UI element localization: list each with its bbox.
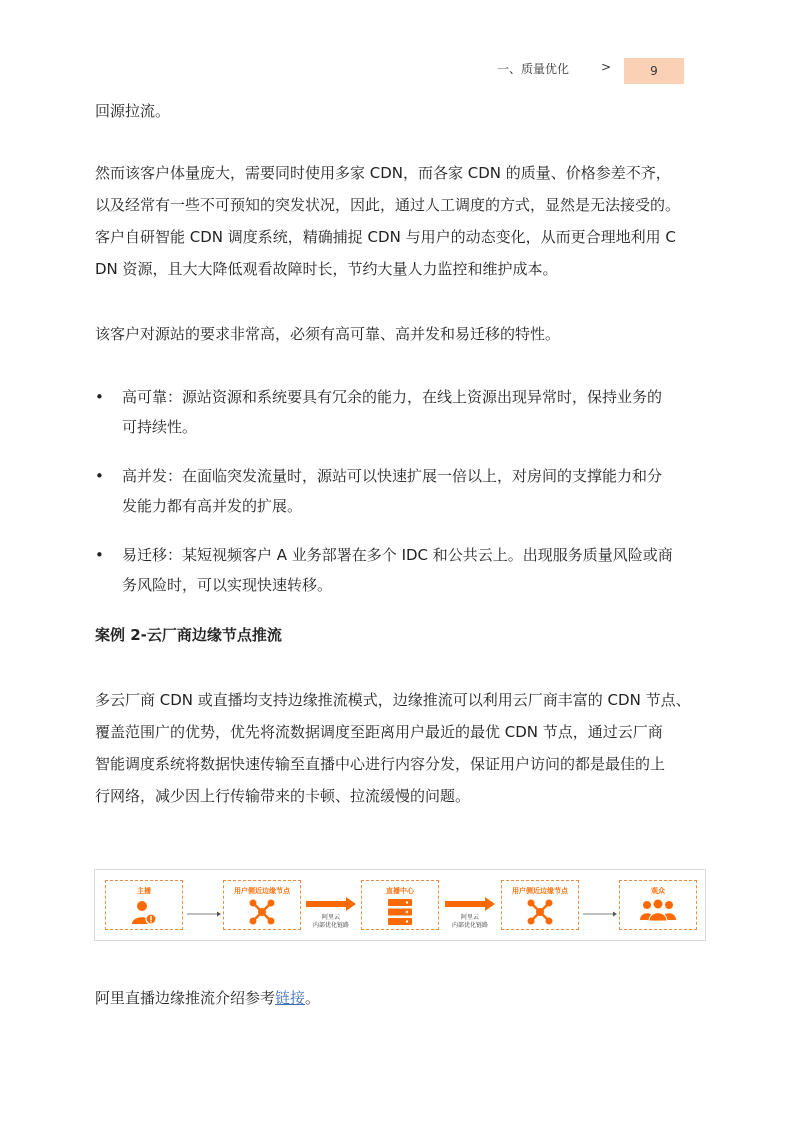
diagram-arrow-thick bbox=[445, 896, 495, 915]
bullet-line: 发能力都有高并发的扩展。 bbox=[122, 497, 303, 515]
diagram-box-label: 用户侧近边缘节点 bbox=[512, 887, 568, 895]
edge-node-icon bbox=[526, 898, 554, 930]
diagram-box-edge-node bbox=[223, 880, 301, 930]
bullet-marker: • bbox=[95, 546, 104, 564]
diagram-arrow-label bbox=[296, 914, 366, 930]
edge-push-flow-diagram bbox=[94, 869, 706, 941]
diagram-box-audience bbox=[619, 880, 697, 930]
streamer-icon bbox=[130, 898, 158, 930]
paragraph-2-line: 客户自研智能 CDN 调度系统，精确捕捉 CDN 与用户的动态变化，从而更合理地利用 C bbox=[95, 228, 676, 246]
diagram-box-label: 用户侧近边缘节点 bbox=[234, 887, 290, 895]
diagram-arrow-label bbox=[435, 914, 505, 930]
running-header-arrow: > bbox=[601, 60, 612, 74]
bullet-line: 高并发：在面临突发流量时，源站可以快速扩展一倍以上，对房间的支撑能力和分 bbox=[122, 467, 663, 485]
bullet-line: 可持续性。 bbox=[122, 418, 198, 436]
reference-suffix: 。 bbox=[305, 989, 321, 1007]
diagram-box-label: 观众 bbox=[651, 887, 665, 895]
paragraph-4-line: 多云厂商 CDN 或直播均支持边缘推流模式，边缘推流可以利用云厂商丰富的 CDN 节点、 bbox=[95, 691, 691, 709]
diagram-arrow-thin bbox=[187, 903, 221, 922]
bullet-line: 易迁移：某短视频客户 A 业务部署在多个 IDC 和公共云上。出现服务质量风险或商 bbox=[122, 546, 673, 564]
diagram-arrow-thin bbox=[583, 903, 617, 922]
paragraph-1: 回源拉流。 bbox=[95, 102, 171, 120]
diagram-box-label: 直播中心 bbox=[386, 887, 414, 895]
arrow-label-line: 阿里云 bbox=[460, 914, 479, 921]
bullet-line: 务风险时，可以实现快速转移。 bbox=[122, 576, 333, 594]
bullet-marker: • bbox=[95, 388, 104, 406]
paragraph-4-line: 智能调度系统将数据快速传输至直播中心进行内容分发，保证用户访问的都是最佳的上 bbox=[95, 755, 666, 773]
paragraph-2-line: 然而该客户体量庞大，需要同时使用多家 CDN，而各家 CDN 的质量、价格参差不齐， bbox=[95, 164, 671, 182]
arrow-label-line: 内部优化链路 bbox=[451, 922, 488, 929]
audience-icon bbox=[640, 898, 676, 926]
diagram-box-live-center bbox=[361, 880, 439, 930]
reference-paragraph bbox=[95, 982, 705, 1014]
arrow-label-line: 内部优化链路 bbox=[312, 922, 349, 929]
edge-node-icon bbox=[248, 898, 276, 930]
reference-text: 阿里直播边缘推流介绍参考 bbox=[95, 989, 276, 1007]
diagram-box-streamer bbox=[105, 880, 183, 930]
bullet-item-high-availability bbox=[122, 382, 702, 442]
diagram-box-edge-node bbox=[501, 880, 579, 930]
page-number: 9 bbox=[624, 58, 684, 84]
bullet-item-easy-migration bbox=[122, 540, 702, 600]
bullet-item-high-concurrency bbox=[122, 461, 702, 521]
paragraph-2-line: 以及经常有一些不可预知的突发状况，因此，通过人工调度的方式，显然是无法接受的。 bbox=[95, 196, 681, 214]
paragraph-3: 该客户对源站的要求非常高，必须有高可靠、高并发和易迁移的特性。 bbox=[95, 325, 561, 343]
paragraph-2 bbox=[95, 157, 705, 285]
arrow-label-line: 阿里云 bbox=[321, 914, 340, 921]
case-heading: 案例 2-云厂商边缘节点推流 bbox=[95, 626, 282, 644]
paragraph-4 bbox=[95, 684, 705, 812]
paragraph-4-line: 行网络，减少因上行传输带来的卡顿、拉流缓慢的问题。 bbox=[95, 787, 471, 805]
bullet-marker: • bbox=[95, 467, 104, 485]
paragraph-2-line: DN 资源，且大大降低观看故障时长，节约大量人力监控和维护成本。 bbox=[95, 260, 558, 278]
reference-link[interactable]: 链接 bbox=[275, 989, 306, 1007]
bullet-line: 高可靠：源站资源和系统要具有冗余的能力，在线上资源出现异常时，保持业务的 bbox=[122, 388, 663, 406]
running-header-section: 一、质量优化 bbox=[497, 62, 570, 76]
server-icon bbox=[387, 898, 413, 930]
diagram-box-label: 主播 bbox=[137, 887, 151, 895]
diagram-arrow-thick bbox=[306, 896, 356, 915]
paragraph-4-line: 覆盖范围广的优势，优先将流数据调度至距离用户最近的最优 CDN 节点，通过云厂商 bbox=[95, 723, 663, 741]
